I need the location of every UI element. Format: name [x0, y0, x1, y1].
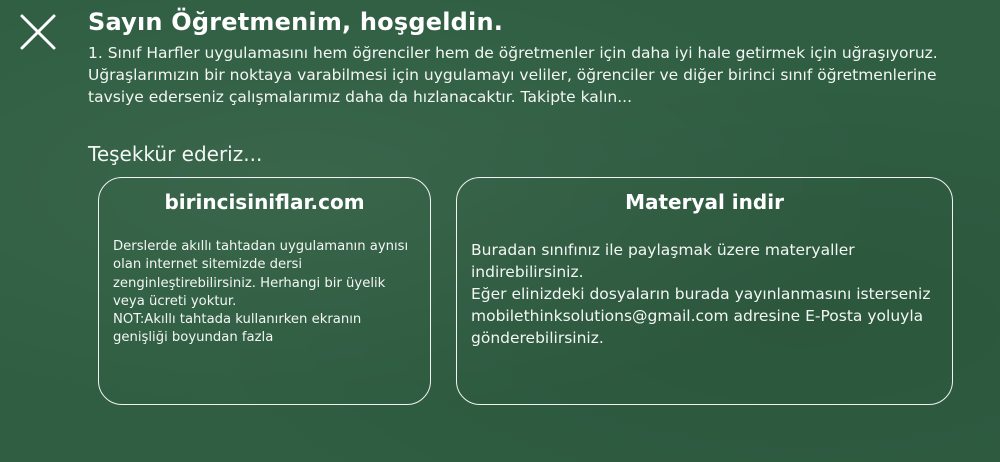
page-title: Sayın Öğretmenim, hoşgeldin.	[88, 8, 504, 36]
close-icon	[18, 12, 58, 52]
website-card[interactable]	[98, 177, 431, 405]
material-card-body: Buradan sınıfınız ile paylaşmak üzere materyaller indirebilirsiniz. Eğer elinizdeki dosyaların burada yayınlanmasını isterseniz mobilethinksolutions@gmail.com adresine E-Posta yoluyla gönderebilirsiniz.	[471, 241, 931, 347]
website-card-title: birincisiniflar.com	[164, 190, 365, 214]
close-button[interactable]	[18, 12, 58, 52]
intro-text: 1. Sınıf Harfler uygulamasını hem öğrenciler hem de öğretmenler için daha iyi hale getirmek için uğraşıyoruz. Uğraşlarımızın bir noktaya varabilmesi için uygulamayı veliler, öğrenciler ve diğer birinci sınıf öğretmenlerine tavsiye ederseniz çalışmalarımız daha da hızlanacaktır. Takipte kalın...	[88, 44, 938, 106]
thanks-text: Teşekkür ederiz...	[88, 142, 263, 166]
material-download-card[interactable]	[456, 177, 953, 405]
website-card-body: Derslerde akıllı tahtadan uygulamanın aynısı olan internet sitemizde dersi zenginleştirebilirsiniz. Herhangi bir üyelik veya ücreti yoktur. NOT:Akıllı tahtada kullanırken ekranın genişliği boyundan fazla	[113, 239, 409, 346]
material-card-title: Materyal indir	[625, 190, 784, 214]
